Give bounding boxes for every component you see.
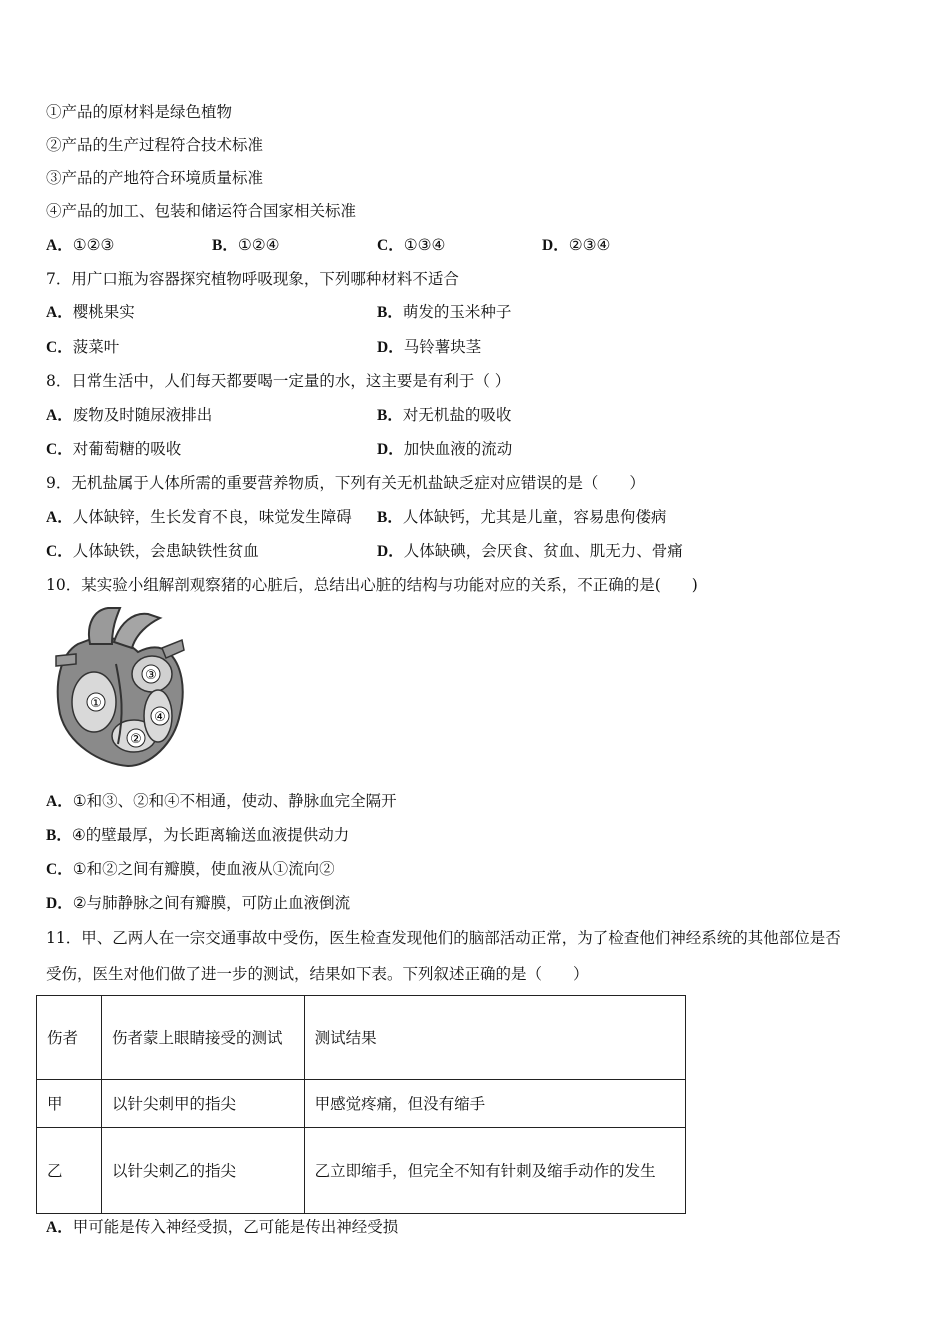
- table-row: [37, 1128, 686, 1214]
- label-2: ②: [130, 732, 142, 747]
- q7-option-c[interactable]: C．菠菜叶: [46, 338, 120, 356]
- q8-option-b[interactable]: B．对无机盐的吸收: [377, 406, 512, 424]
- q9-option-c[interactable]: C．人体缺铁，会患缺铁性贫血: [46, 542, 259, 560]
- q6-option-d[interactable]: D．②③④: [542, 236, 611, 254]
- table-header-cell: 测试结果: [304, 996, 685, 1080]
- table-cell: 乙: [37, 1128, 102, 1214]
- table-header-cell: 伤者: [37, 996, 102, 1080]
- q6-statement-2: ②产品的生产过程符合技术标准: [46, 136, 264, 154]
- q7-option-b[interactable]: B．萌发的玉米种子: [377, 303, 512, 321]
- q11-table: [36, 995, 686, 1214]
- q6-statement-1: ①产品的原材料是绿色植物: [46, 103, 233, 121]
- q11-stem-line-1: 11．甲、乙两人在一宗交通事故中受伤，医生检查发现他们的脑部活动正常，为了检查他们神经系统的其他部位是否: [46, 929, 841, 947]
- q7-stem: 7．用广口瓶为容器探究植物呼吸现象，下列哪种材料不适合: [46, 270, 459, 288]
- q10-option-a[interactable]: A．①和③、②和④不相通，使动、静脉血完全隔开: [46, 792, 397, 810]
- q6-option-c[interactable]: C．①③④: [377, 236, 446, 254]
- q11-option-a[interactable]: A．甲可能是传入神经受损，乙可能是传出神经受损: [46, 1218, 399, 1236]
- q9-option-d[interactable]: D．人体缺碘，会厌食、贫血、肌无力、骨痛: [377, 542, 683, 560]
- q6-option-b[interactable]: B．①②④: [212, 236, 280, 254]
- heart-diagram: [50, 604, 186, 768]
- table-row: [37, 1080, 686, 1128]
- label-3: ③: [145, 668, 157, 683]
- table-cell: 以针尖刺乙的指尖: [101, 1128, 304, 1214]
- q11-stem-line-2: 受伤，医生对他们做了进一步的测试，结果如下表。下列叙述正确的是（ ）: [46, 965, 589, 983]
- q7-option-d[interactable]: D．马铃薯块茎: [377, 338, 482, 356]
- table-header-cell: 伤者蒙上眼睛接受的测试: [101, 996, 304, 1080]
- q6-statement-4: ④产品的加工、包装和储运符合国家相关标准: [46, 202, 357, 220]
- label-4: ④: [154, 710, 166, 725]
- q9-option-b[interactable]: B．人体缺钙，尤其是儿童，容易患佝偻病: [377, 508, 667, 526]
- q10-option-c[interactable]: C．①和②之间有瓣膜，使血液从①流向②: [46, 860, 335, 878]
- vena-cava-shape: [56, 654, 76, 666]
- q10-option-b[interactable]: B．④的壁最厚，为长距离输送血液提供动力: [46, 826, 350, 844]
- q10-stem: 10．某实验小组解剖观察猪的心脏后，总结出心脏的结构与功能对应的关系，不正确的是( ): [46, 576, 698, 594]
- q7-option-a[interactable]: A．樱桃果实: [46, 303, 135, 321]
- q10-option-d[interactable]: D．②与肺静脉之间有瓣膜，可防止血液倒流: [46, 894, 351, 912]
- table-cell: 以针尖刺甲的指尖: [101, 1080, 304, 1128]
- q6-statement-3: ③产品的产地符合环境质量标准: [46, 169, 264, 187]
- pulmonary-vein-shape: [162, 640, 184, 658]
- table-cell: 甲感觉疼痛，但没有缩手: [304, 1080, 685, 1128]
- table-header-row: [37, 996, 686, 1080]
- q8-option-a[interactable]: A．废物及时随尿液排出: [46, 406, 213, 424]
- q8-option-d[interactable]: D．加快血液的流动: [377, 440, 513, 458]
- table-cell: 乙立即缩手，但完全不知有针刺及缩手动作的发生: [304, 1128, 685, 1214]
- q8-option-c[interactable]: C．对葡萄糖的吸收: [46, 440, 182, 458]
- q9-option-a[interactable]: A．人体缺锌，生长发育不良，味觉发生障碍: [46, 508, 352, 526]
- label-1: ①: [90, 696, 102, 711]
- pulmonary-artery-shape: [114, 614, 160, 648]
- q8-stem: 8．日常生活中，人们每天都要喝一定量的水，这主要是有利于（ ）: [46, 372, 511, 390]
- q9-stem: 9．无机盐属于人体所需的重要营养物质，下列有关无机盐缺乏症对应错误的是（ ）: [46, 474, 645, 492]
- q6-option-a[interactable]: A．①②③: [46, 236, 115, 254]
- table-cell: 甲: [37, 1080, 102, 1128]
